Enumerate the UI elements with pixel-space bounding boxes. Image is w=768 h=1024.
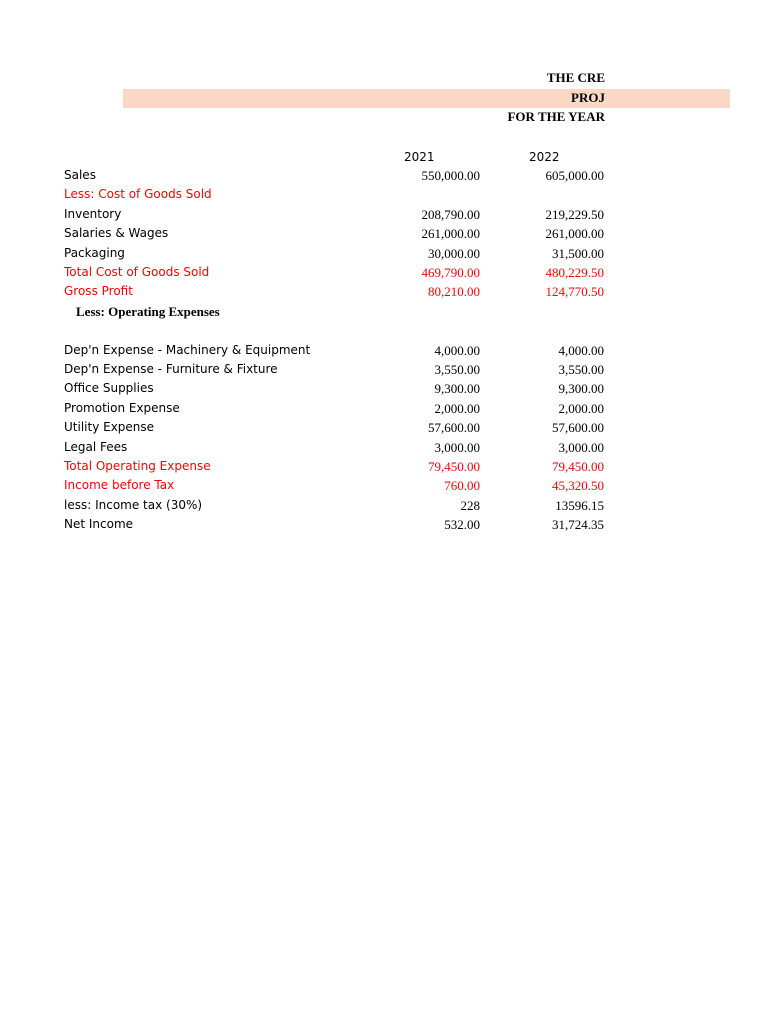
row-label: Packaging [64, 246, 125, 260]
report-title-line-1: THE CRE [546, 70, 605, 85]
value-2022: 261,000.00 [545, 226, 604, 241]
column-header-2021: 2021 [404, 150, 435, 164]
row-label: Less: Cost of Goods Sold [64, 187, 212, 201]
table-row [0, 341, 768, 360]
table-row [0, 418, 768, 437]
value-2022: 124,770.50 [545, 284, 604, 299]
table-row [0, 282, 768, 301]
value-2021: 532.00 [444, 517, 480, 532]
table-row [0, 457, 768, 476]
value-2021: 760.00 [444, 478, 480, 493]
table-row [0, 244, 768, 263]
table-row [0, 399, 768, 418]
value-2021: 2,000.00 [434, 401, 480, 416]
value-2021: 79,450.00 [428, 459, 480, 474]
value-2021: 261,000.00 [421, 226, 480, 241]
table-row [0, 438, 768, 457]
value-2022: 9,300.00 [558, 381, 604, 396]
table-row [0, 263, 768, 282]
row-label: Less: Operating Expenses [76, 304, 220, 319]
value-2021: 9,300.00 [434, 381, 480, 396]
value-2022: 3,000.00 [558, 440, 604, 455]
table-row [0, 321, 768, 340]
value-2021: 3,550.00 [434, 362, 480, 377]
row-label: Sales [64, 168, 96, 182]
table-row [0, 302, 768, 321]
row-label: Legal Fees [64, 440, 128, 454]
report-title-line-3: FOR THE YEAR [507, 109, 605, 124]
row-label: Income before Tax [64, 478, 175, 492]
report-title-line-2: PROJ [571, 90, 605, 105]
value-2021: 80,210.00 [428, 284, 480, 299]
value-2022: 13596.15 [555, 498, 604, 513]
table-row [0, 205, 768, 224]
value-2022: 31,724.35 [552, 517, 604, 532]
row-label: Total Cost of Goods Sold [64, 265, 210, 279]
table-row [0, 224, 768, 243]
value-2022: 3,550.00 [558, 362, 604, 377]
value-2022: 79,450.00 [552, 459, 604, 474]
row-label: Dep'n Expense - Furniture & Fixture [64, 362, 278, 376]
value-2022: 219,229.50 [545, 207, 604, 222]
column-header-2022: 2022 [529, 150, 560, 164]
row-label: Salaries & Wages [64, 226, 169, 240]
value-2021: 228 [460, 498, 480, 513]
row-label: Total Operating Expense [64, 459, 211, 473]
table-row [0, 185, 768, 204]
value-2021: 550,000.00 [421, 168, 480, 183]
row-label: Promotion Expense [64, 401, 180, 415]
table-row [0, 476, 768, 495]
value-2022: 57,600.00 [552, 420, 604, 435]
value-2021: 57,600.00 [428, 420, 480, 435]
value-2022: 4,000.00 [558, 343, 604, 358]
value-2021: 4,000.00 [434, 343, 480, 358]
value-2022: 480,229.50 [545, 265, 604, 280]
value-2021: 3,000.00 [434, 440, 480, 455]
row-label: Utility Expense [64, 420, 155, 434]
title-highlight-band [123, 89, 730, 108]
row-label: Dep'n Expense - Machinery & Equipment [64, 343, 311, 357]
value-2021: 208,790.00 [421, 207, 480, 222]
table-row [0, 379, 768, 398]
value-2022: 45,320.50 [552, 478, 604, 493]
row-label: Office Supplies [64, 381, 154, 395]
row-label: less: Income tax (30%) [64, 498, 203, 512]
value-2021: 469,790.00 [421, 265, 480, 280]
table-row [0, 166, 768, 185]
row-label: Gross Profit [64, 284, 133, 298]
value-2022: 31,500.00 [552, 246, 604, 261]
row-label: Inventory [64, 207, 122, 221]
value-2022: 605,000.00 [545, 168, 604, 183]
value-2022: 2,000.00 [558, 401, 604, 416]
value-2021: 30,000.00 [428, 246, 480, 261]
table-row [0, 496, 768, 515]
table-row [0, 515, 768, 534]
row-label: Net Income [64, 517, 134, 531]
table-row [0, 360, 768, 379]
